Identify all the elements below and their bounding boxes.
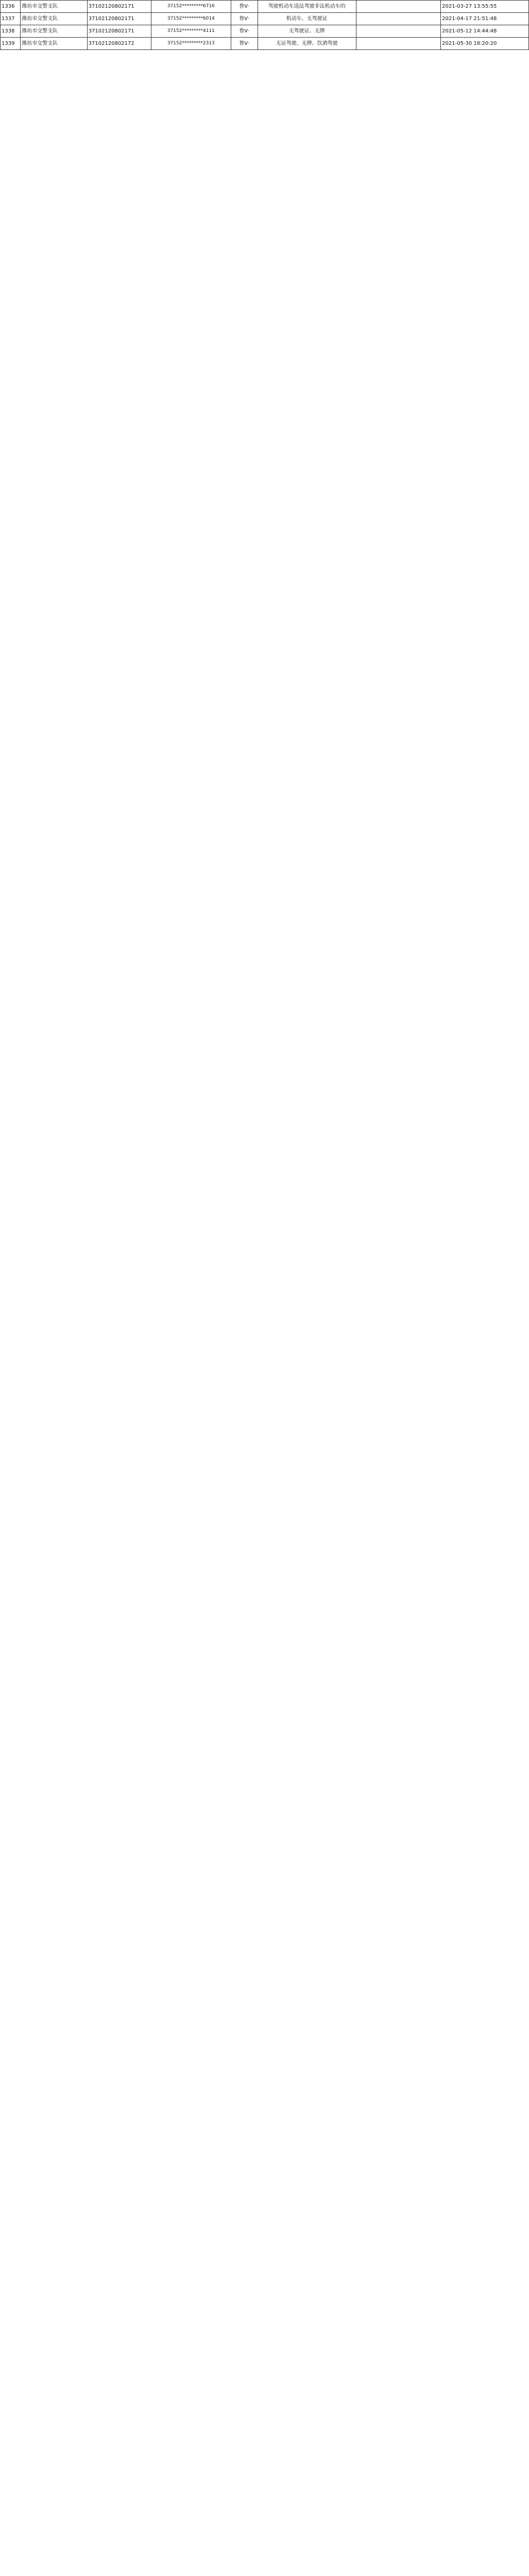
table-row [1,25,529,38]
violation-cell: 无证驾驶、无牌、饮酒驾驶 [258,38,356,50]
blank-cell [356,25,440,38]
records-table [0,0,529,50]
issuing-office-cell: 潍坊市交警支队 [21,25,87,38]
violation-time-cell: 2021-03-27 13:55:55 [441,1,529,13]
issuing-office-cell: 潍坊市交警支队 [21,38,87,50]
issuing-office-cell: 潍坊市交警支队 [21,1,87,13]
case-number-cell: 37102120802171 [87,13,151,25]
plate-cell: 鲁V· [231,13,258,25]
violation-cell: 机动车、无驾驶证 [258,13,356,25]
id-number-cell: 37152*********2313 [151,38,231,50]
violation-time-cell: 2021-05-30 18:20:20 [441,38,529,50]
issuing-office-cell: 潍坊市交警支队 [21,13,87,25]
violation-time-cell: 2021-05-12 14:44:48 [441,25,529,38]
case-number-cell: 37102120802171 [87,25,151,38]
id-number-cell: 37152*********6014 [151,13,231,25]
violation-cell: 驾驶机动车违法驾驶非法机动车的 [258,1,356,13]
id-number-cell: 37152*********6716 [151,1,231,13]
blank-cell [356,1,440,13]
table-row [1,13,529,25]
case-number-cell: 37102120802171 [87,1,151,13]
table-row [1,38,529,50]
row-number-cell: 1339 [1,38,21,50]
plate-cell: 鲁V· [231,38,258,50]
violation-cell: 无驾驶证、无牌 [258,25,356,38]
blank-cell [356,38,440,50]
records-table-body [1,1,529,50]
id-number-cell: 37152*********4111 [151,25,231,38]
table-row [1,1,529,13]
row-number-cell: 1337 [1,13,21,25]
violation-time-cell: 2021-04-17 21:51:48 [441,13,529,25]
row-number-cell: 1338 [1,25,21,38]
plate-cell: 鲁V· [231,1,258,13]
plate-cell: 鲁V· [231,25,258,38]
case-number-cell: 37102120802172 [87,38,151,50]
blank-cell [356,13,440,25]
row-number-cell: 1336 [1,1,21,13]
